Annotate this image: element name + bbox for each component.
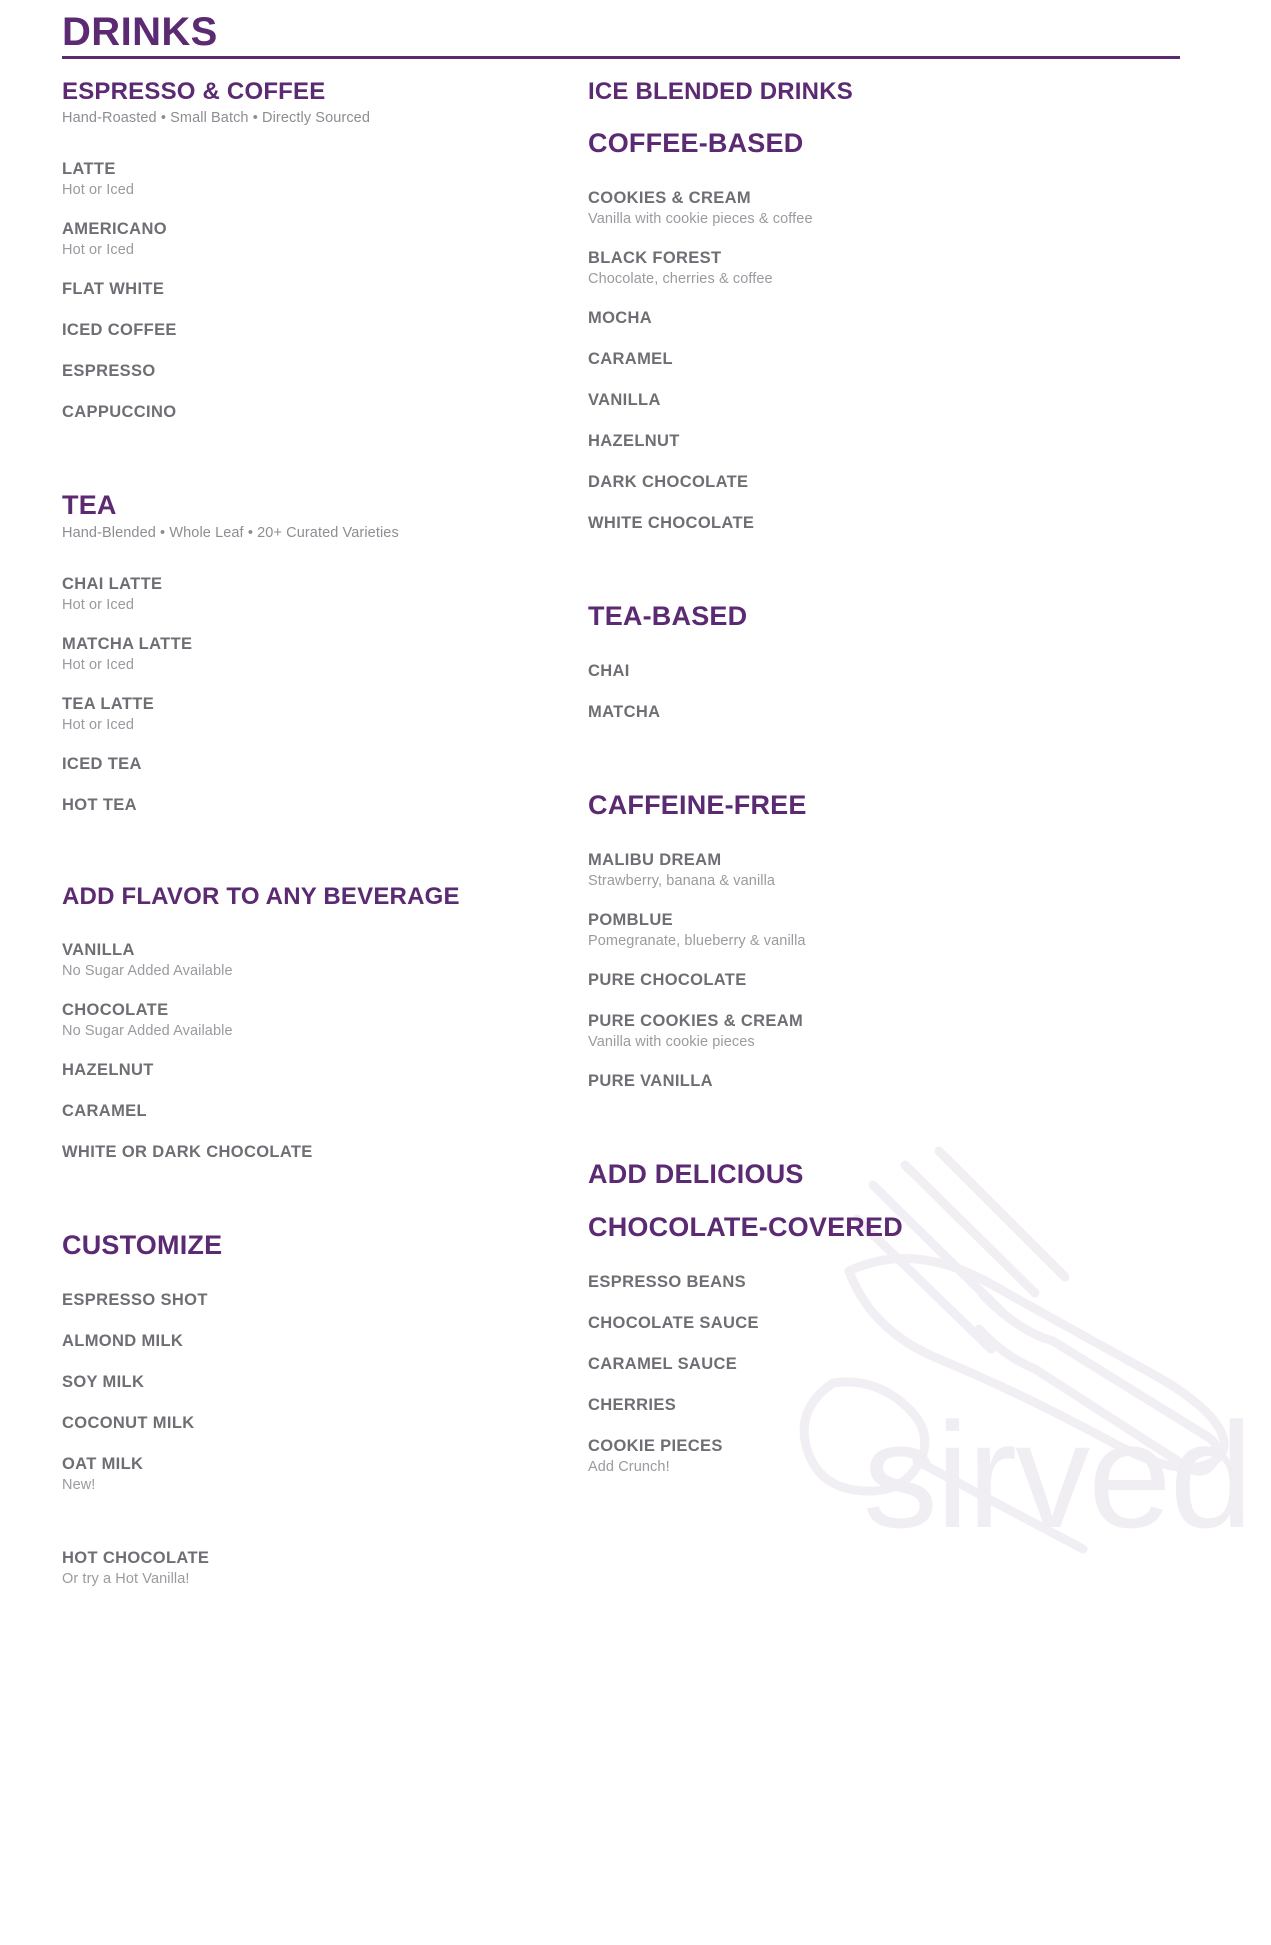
menu-item-description: Hot or Iced [62,597,135,613]
menu-item-name: COOKIES & CREAM [588,189,751,207]
section-heading: ADD DELICIOUS [588,1159,804,1189]
menu-column-left [0,78,588,1609]
menu-item-list [588,851,1231,1091]
menu-item [62,635,568,673]
section-spacer [62,1515,568,1549]
menu-item-name: LATTE [62,160,116,178]
menu-item-name: CHERRIES [588,1396,677,1414]
section-heading: COFFEE-BASED [588,128,804,158]
menu-item-name: AMERICANO [62,220,167,238]
menu-item-name: MALIBU DREAM [588,851,722,869]
menu-item-name: CAPPUCCINO [62,403,177,421]
section-heading: ICE BLENDED DRINKS [588,78,853,105]
menu-item-name: PURE CHOCOLATE [588,971,747,989]
section-subtitle: Hand-Blended • Whole Leaf • 20+ Curated Varieties [62,525,399,541]
menu-item-name: HOT CHOCOLATE [62,1549,210,1567]
spacer [62,1261,568,1291]
spacer [62,126,568,160]
menu-item [588,1396,1231,1415]
menu-item-name: CHOCOLATE [62,1001,169,1019]
section-spacer [588,744,1231,790]
menu-item-list [588,662,1231,722]
menu-item-list [62,575,568,815]
spacer [588,821,1231,851]
menu-item [588,1273,1231,1292]
menu-item [62,1332,568,1351]
menu-item [588,1072,1231,1091]
menu-item-name: CHOCOLATE SAUCE [588,1314,759,1332]
menu-item-description: Add Crunch! [588,1459,670,1475]
title-divider [62,56,1180,59]
menu-item [62,1143,568,1162]
section-heading: TEA-BASED [588,601,748,631]
menu-item [62,321,568,340]
menu-item-description: Pomegranate, blueberry & vanilla [588,933,806,949]
menu-item-description: Hot or Iced [62,657,135,673]
menu-item-name: SOY MILK [62,1373,145,1391]
menu-item-name: CARAMEL [62,1102,147,1120]
menu-item-name: ICED COFFEE [62,321,177,339]
menu-item [62,160,568,198]
menu-item-list [588,189,1231,533]
menu-item [62,1455,568,1493]
menu-item [588,189,1231,227]
menu-item [588,309,1231,328]
menu-item [588,851,1231,889]
menu-item-name: CARAMEL [588,350,673,368]
menu-item-name: CHAI LATTE [62,575,163,593]
menu-item [588,1012,1231,1050]
menu-item [62,1102,568,1121]
menu-item [62,403,568,422]
menu-item-name: ICED TEA [62,755,142,773]
menu-item [62,755,568,774]
menu-item [588,432,1231,451]
menu-item-name: HAZELNUT [62,1061,154,1079]
menu-item-name: BLACK FOREST [588,249,722,267]
section-heading: CHOCOLATE-COVERED [588,1212,903,1242]
menu-item [588,514,1231,533]
section-spacer [588,1113,1231,1159]
menu-item-name: MATCHA LATTE [62,635,193,653]
menu-section-add-flavor [62,883,568,1162]
menu-section-customize [62,1230,568,1493]
menu-section-hot-chocolate-group [62,1549,568,1587]
menu-item [588,1314,1231,1333]
menu-section-add-delicious [588,1159,1231,1190]
menu-item-description: Vanilla with cookie pieces & coffee [588,211,813,227]
menu-item-name: ESPRESSO SHOT [62,1291,208,1309]
section-heading: CUSTOMIZE [62,1230,223,1260]
menu-item-list [62,160,568,422]
menu-item-name: TEA LATTE [62,695,155,713]
menu-item-name: PURE VANILLA [588,1072,713,1090]
menu-item-list [588,1273,1231,1475]
menu-item [588,1355,1231,1374]
menu-item-name: DARK CHOCOLATE [588,473,749,491]
section-heading: ESPRESSO & COFFEE [62,78,326,105]
menu-section-espresso-coffee [62,78,568,422]
menu-item-name: HOT TEA [62,796,137,814]
menu-item [588,249,1231,287]
menu-item-description: Strawberry, banana & vanilla [588,873,776,889]
section-spacer [62,444,568,490]
menu-item [62,796,568,815]
menu-item [588,703,1231,722]
menu-item-name: MATCHA [588,703,661,721]
menu-item-name: FLAT WHITE [62,280,165,298]
menu-section-tea [62,490,568,815]
menu-item-name: WHITE OR DARK CHOCOLATE [62,1143,313,1161]
spacer [62,911,568,941]
menu-item [62,1061,568,1080]
menu-item-name: WHITE CHOCOLATE [588,514,755,532]
menu-item-name: OAT MILK [62,1455,144,1473]
menu-section-chocolate-covered [588,1212,1231,1475]
menu-item-name: VANILLA [588,391,661,409]
menu-item-description: Hot or Iced [62,182,135,198]
menu-item [588,1437,1231,1475]
menu-item [62,1414,568,1433]
spacer [588,1243,1231,1273]
menu-item [62,362,568,381]
menu-item [62,941,568,979]
menu-section-caffeine-free [588,790,1231,1091]
menu-item [62,1001,568,1039]
menu-section-coffee-based [588,128,1231,533]
menu-item-name: POMBLUE [588,911,673,929]
page-title: DRINKS [62,10,218,54]
section-heading: CAFFEINE-FREE [588,790,807,820]
menu-item [62,695,568,733]
menu-item-description: Chocolate, cherries & coffee [588,271,773,287]
section-heading: ADD FLAVOR TO ANY BEVERAGE [62,883,460,910]
menu-item [588,391,1231,410]
spacer [62,541,568,575]
menu-column-right [588,78,1271,1609]
menu-item-description: Hot or Iced [62,717,135,733]
menu-item-name: ALMOND MILK [62,1332,184,1350]
menu-item-name: HAZELNUT [588,432,680,450]
menu-item-name: CARAMEL SAUCE [588,1355,738,1373]
menu-section-ice-blended-drinks [588,78,1231,106]
section-spacer [588,555,1231,601]
menu-item [62,1373,568,1392]
section-spacer [62,837,568,883]
spacer [588,632,1231,662]
section-spacer [588,106,1231,128]
section-heading: TEA [62,490,117,520]
menu-item-name: COCONUT MILK [62,1414,195,1432]
menu-item [62,1549,568,1587]
menu-section-tea-based [588,601,1231,722]
menu-item [62,1291,568,1310]
section-spacer [588,1190,1231,1212]
menu-item [62,280,568,299]
menu-item-description: Hot or Iced [62,242,135,258]
menu-item [588,971,1231,990]
menu-item [588,662,1231,681]
section-subtitle: Hand-Roasted • Small Batch • Directly Sourced [62,110,371,126]
menu-item-name: ESPRESSO [62,362,156,380]
sirved-watermark-text: sirved [862,1391,1251,1559]
spacer [588,159,1231,189]
menu-item-description: Vanilla with cookie pieces [588,1034,755,1050]
menu-item-name: MOCHA [588,309,653,327]
menu-item-description: No Sugar Added Available [62,1023,233,1039]
menu-item [62,220,568,258]
menu-item-list [62,1549,568,1587]
menu-item-name: VANILLA [62,941,135,959]
menu-item-description: New! [62,1477,96,1493]
menu-item-description: Or try a Hot Vanilla! [62,1571,190,1587]
menu-item-name: CHAI [588,662,630,680]
menu-item-list [62,941,568,1162]
menu-columns [0,78,1271,1609]
menu-item-description: No Sugar Added Available [62,963,233,979]
section-spacer [62,1184,568,1230]
menu-item [588,911,1231,949]
menu-item [588,350,1231,369]
menu-item [588,473,1231,492]
menu-item-list [62,1291,568,1493]
menu-item-name: COOKIE PIECES [588,1437,723,1455]
menu-item [62,575,568,613]
menu-item-name: PURE COOKIES & CREAM [588,1012,804,1030]
menu-item-name: ESPRESSO BEANS [588,1273,747,1291]
